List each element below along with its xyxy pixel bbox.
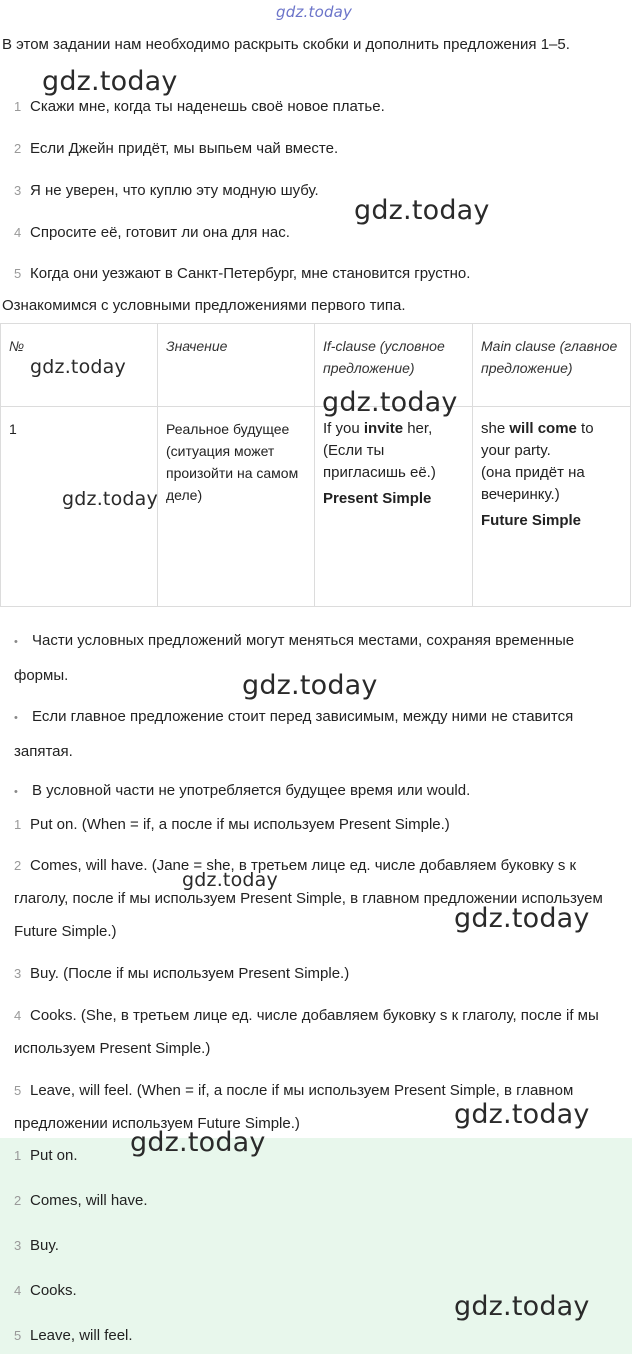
- watermark-top: gdz.today: [276, 3, 353, 21]
- explanation-1: 1 Put on. (When = if, а после if мы используем Present Simple.): [14, 816, 450, 833]
- explanation-5: 5 Leave, will feel. (When = if, а после if мы используем Present Simple, в главном предложении используем Future Simple.): [14, 1082, 574, 1132]
- explanation-2: 2 Comes, will have. (Jane = she, в третьем лице ед. числе добавляем буковку s к глаголу, после if мы используем Present Simple, в главном предложении используем Future Simple.): [14, 857, 603, 940]
- intro-text: В этом задании нам необходимо раскрыть скобки и дополнить предложения 1–5.: [2, 36, 570, 53]
- explanation-4: 4 Cooks. (She, в третьем лице ед. числе добавляем буковку s к глаголу, после if мы используем Present Simple.): [14, 1007, 599, 1057]
- answer-3: 3 Buy.: [14, 1237, 59, 1254]
- answer-2: 2 Comes, will have.: [14, 1192, 148, 1209]
- sentence-1: 1 Скажи мне, когда ты наденешь своё новое платье.: [14, 98, 385, 115]
- bullet-3: • В условной части не употребляется будущее время или would.: [14, 782, 471, 799]
- header-number: №: [1, 324, 158, 407]
- cell-meaning: Реальное будущее (ситуация может произойти на самом деле): [158, 407, 315, 607]
- answer-5: 5 Leave, will feel.: [14, 1327, 133, 1344]
- header-main-clause: Main clause (главное предложение): [473, 324, 631, 407]
- bullet-2: • Если главное предложение стоит перед зависимым, между ними не ставится запятая.: [14, 708, 574, 760]
- bullet-1: • Части условных предложений могут меняться местами, сохраняя временные формы.: [14, 632, 575, 684]
- cell-if-clause: If you invite her, (Если ты пригласишь её.) Present Simple: [315, 407, 473, 607]
- header-if-clause: If-clause (условное предложение): [315, 324, 473, 407]
- watermark: gdz.today: [354, 195, 490, 226]
- watermark: gdz.today: [242, 670, 378, 701]
- watermark: gdz.today: [454, 903, 590, 934]
- watermark: gdz.today: [30, 356, 126, 378]
- explanation-3: 3 Buy. (После if мы используем Present Simple.): [14, 965, 350, 982]
- watermark: gdz.today: [62, 488, 158, 510]
- watermark: gdz.today: [454, 1099, 590, 1130]
- watermark: gdz.today: [130, 1127, 266, 1158]
- sentence-4: 4 Спросите её, готовит ли она для нас.: [14, 224, 290, 241]
- header-meaning: Значение: [158, 324, 315, 407]
- sentence-5: 5 Когда они уезжают в Санкт-Петербург, мне становится грустно.: [14, 265, 471, 282]
- answer-4: 4 Cooks.: [14, 1282, 77, 1299]
- sentence-2: 2 Если Джейн придёт, мы выпьем чай вместе.: [14, 140, 339, 157]
- watermark: gdz.today: [454, 1291, 590, 1322]
- watermark: gdz.today: [322, 387, 458, 418]
- cell-number: 1: [1, 407, 158, 607]
- table-intro: Ознакомимся с условными предложениями первого типа.: [2, 297, 406, 314]
- sentence-3: 3 Я не уверен, что куплю эту модную шубу.: [14, 182, 319, 199]
- answer-1: 1 Put on.: [14, 1147, 78, 1164]
- watermark: gdz.today: [42, 66, 178, 97]
- cell-main-clause: she will come to your party. (она придёт на вечеринку.) Future Simple: [473, 407, 631, 607]
- watermark: gdz.today: [182, 869, 278, 891]
